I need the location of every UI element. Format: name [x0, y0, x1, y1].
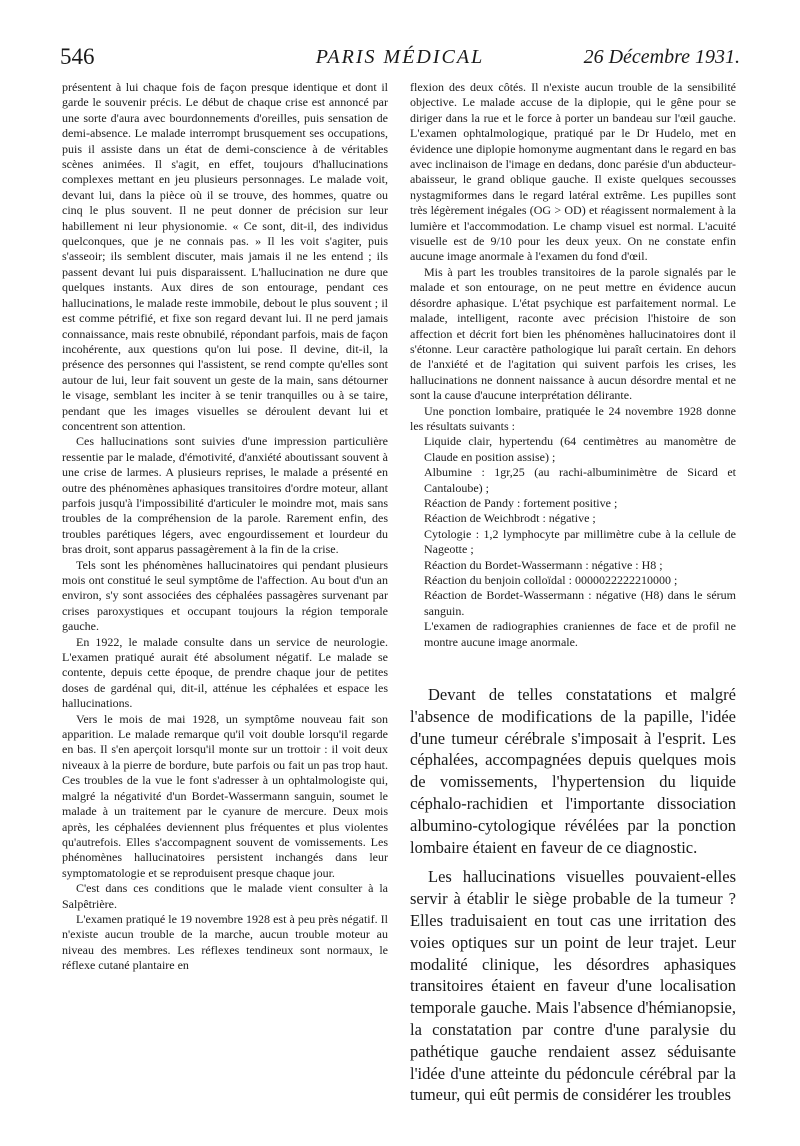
- paragraph: Tels sont les phénomènes hallucinatoires qui pendant plusieurs mois ont constitué le seul symptôme de l'affection. Au bout d'un an environ, s'y sont associées des céphalées passagères survenant par crises paroxystiques et occupant toujours la région temporale gauche.: [62, 557, 388, 634]
- large-paragraph: Devant de telles constatations et malgré l'absence de modifications de la papille, l'idée d'une tumeur cérébrale s'imposait à l'esprit. Les céphalées, accompagnées depuis quelques mois de vomissements, l'hypertension du liquide céphalo-rachidien et l'importante dissociation albumino-cytologique révélées par la ponction lombaire étaient en faveur de ce diagnostic.: [410, 685, 736, 857]
- large-paragraph: Les hallucinations visuelles pouvaient-elles servir à établir le siège probable de la tumeur ? Elles traduisaient en tout cas une irritation des voies optiques sur un point de leur trajet. Leur modalité clinique, les désordres aphasiques transitoires étaient en faveur d'une localisation temporale gauche. Mais l'absence d'hémianopsie, la constatation par contre d'une paralysie du pathétique gauche rendaient assez séduisante l'idée d'une atteinte du pédoncule cérébral par la tumeur, qui eût permis de considérer les troubles: [410, 867, 736, 1105]
- result-item: Réaction du Bordet-Wassermann : négative : H8 ;: [424, 557, 663, 572]
- paragraph: L'examen pratiqué le 19 novembre 1928 est à peu près négatif. Il n'existe aucun trouble de la marche, aucun trouble moteur au niveau des membres. Les réflexes tendineux sont normaux, le réflexe cutané plantaire en: [62, 911, 388, 973]
- paragraph: Une ponction lombaire, pratiquée le 24 novembre 1928 donne les résultats suivants :: [410, 403, 736, 433]
- right-column: [410, 80, 736, 1106]
- issue-date: 26 Décembre 1931.: [583, 46, 740, 68]
- page-number: 546: [60, 44, 95, 69]
- result-item: Albumine : 1gr,25 (au rachi-albuminimètre de Sicard et Cantaloube) ;: [424, 465, 736, 495]
- paragraph: Ces hallucinations sont suivies d'une impression particulière ressentie par le malade, d'émotivité, d'anxiété aboutissant souvent à une crise de larmes. A plusieurs reprises, le malade a présenté en outre des phénomènes aphasiques transitoires d'ordre moteur, allant parfois jusqu'à l'impossibilité d'articuler le moindre mot, mais sans troubles de la compréhension de la parole. Rarement enfin, des troubles parétiques légers, avec engourdissement et lourdeur du bras droit, sont apparus passagèrement à la fin de la crise.: [62, 434, 388, 557]
- paragraph: Vers le mois de mai 1928, un symptôme nouveau fait son apparition. Le malade remarque qu'il voit double lorsqu'il regarde en bas. Il s'en aperçoit lorsqu'il monte sur un trottoir : il voit deux niveaux à la pierre de bordure, bute parfois ou fait un pas trop haut. Ces troubles de la vue le font s'adresser à un ophtalmologiste qui, malgré la négativité d'un Bordet-Wassermann sanguin, soumet le malade à un traitement par le cyanure de mercure. Deux mois après, les céphalées deviennent plus fréquentes et plus violentes qu'autrefois. Elles s'accompagnent souvent de vomissements. Les phénomènes hallucinatoires persistent inchangés dans leur symptomatologie et se reproduisent presque chaque jour.: [62, 711, 388, 880]
- lumbar-puncture-results: [410, 434, 736, 650]
- left-column: [62, 80, 388, 974]
- paragraph: Mis à part les troubles transitoires de la parole signalés par le malade et son entourage, on ne peut mettre en évidence aucun désordre aphasique. L'état psychique est parfaitement normal. Le malade, intelligent, raconte avec précision l'histoire de son affection et décrit fort bien les phénomènes hallucinatoires dont il s'étonne. Leur caractère pathologique lui paraît certain. En dehors de l'anxiété et de l'agitation qui suivent parfois les crises, les hallucinations ne donnent naissance à aucun désordre mental et ne sont la cause d'aucune interprétation délirante.: [410, 264, 736, 403]
- paragraph: C'est dans ces conditions que le malade vient consulter à la Salpêtrière.: [62, 881, 388, 911]
- result-item: Liquide clair, hypertendu (64 centimètres au manomètre de Claude en position assise) ;: [424, 434, 736, 464]
- result-item: Cytologie : 1,2 lymphocyte par millimètre cube à la cellule de Nageotte ;: [424, 526, 736, 557]
- journal-title: PARIS MÉDICAL: [315, 46, 485, 68]
- paragraph: présentent à lui chaque fois de façon presque identique et dont il garde le souvenir précis. Le début de chaque crise est annoncé par une sorte d'aura avec bourdonnements d'oreilles, puis sensation de demi-absence. Le malade interrompt brusquement ses occupations, puis il assiste dans un état de demi-conscience à de véritables scènes animées. Il s'agit, en effet, toujours d'hallucinations complexes mettant en jeu plusieurs personnages. Le malade voit, devant lui, dans la pièce où il se trouve, des hommes, quatre ou cinq le plus souvent. Il ne peut donner de précision sur leur habillement ni leur physionomie. « Ce sont, dit-il, des individus quelconques, que je ne connais pas. » Il les voit s'agiter, puis s'asseoir; ils semblent discuter, mais jamais il ne les entend ; ils passent devant lui puis disparaissent. L'hallucination ne dure que quelques instants. Aux dires de son entourage, pendant ces hallucinations, le malade reste immobile, debout le plus souvent ; il est comme pétrifié, et fixe son regard devant lui. Il ne perd jamais connaissance, mais reste obnubilé, répondant parfois, mais de façon incohérente, aux questions qu'on lui pose. Il devine, dit-il, la présence des personnes qui l'assistent, se rend compte qu'elles sont autour de lui, leur fait souvent un geste de la main, sans détourner le visage, semblant les inciter à se tenir tranquilles ou à se taire, pendant que les images visuelles se déroulent devant lui et concentrent son attention.: [62, 80, 388, 433]
- result-item: Réaction de Pandy : fortement positive ;: [424, 495, 618, 510]
- result-item: Réaction de Bordet-Wassermann : négative (H8) dans le sérum sanguin.: [424, 588, 736, 618]
- result-item: Réaction de Weichbrodt : négative ;: [424, 511, 596, 526]
- paragraph: flexion des deux côtés. Il n'existe aucun trouble de la sensibilité objective. Le malade accuse de la diplopie, qui le gêne pour se diriger dans la rue et le force à porter un bandeau sur l'œil gauche. L'examen ophtalmologique, pratiqué par le Dr Hudelo, met en évidence une diplopie homonyme augmentant dans le regard en bas avec inclinaison de l'image en dedans, donc parésie d'un abducteur-abaisseur, le grand oblique gauche. Il existe quelques secousses nystagmiformes dans le regard latéral extrême. Les pupilles sont très légèrement inégales (OG > OD) et réagissent normalement à la lumière et l'accommodation. Le champ visuel est normal. L'acuité visuelle est de 9/10 pour les deux yeux. On ne constate enfin aucune image anormale à l'examen du fond d'œil.: [410, 80, 736, 264]
- running-header: [60, 44, 740, 74]
- result-item: L'examen de radiographies craniennes de face et de profil ne montre aucune image anormale.: [424, 619, 736, 649]
- paragraph: En 1922, le malade consulte dans un service de neurologie. L'examen pratiqué aurait été absolument négatif. Le malade se contente, depuis cette époque, de prendre chaque jour de petites doses de gardénal qui, dit-il, atténue les céphalées et espace les hallucinations.: [62, 634, 388, 711]
- result-item: Réaction du benjoin colloïdal : 0000022222210000 ;: [424, 573, 678, 587]
